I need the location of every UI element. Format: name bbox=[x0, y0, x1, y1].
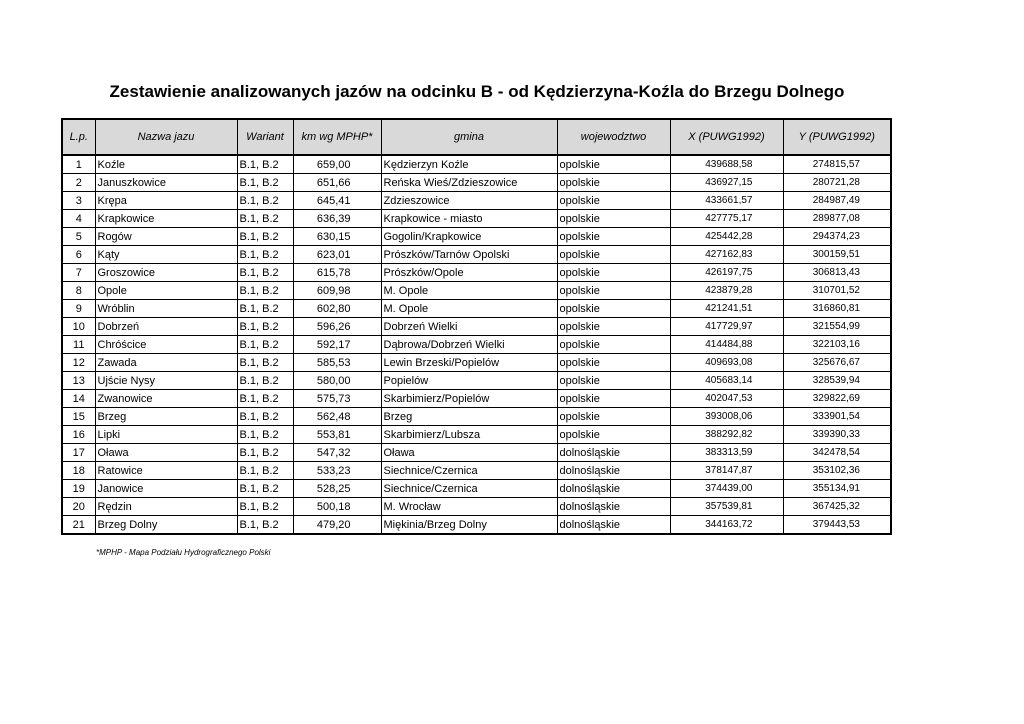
cell-y: 333901,54 bbox=[783, 408, 891, 426]
cell-km: 602,80 bbox=[293, 300, 381, 318]
cell-weir-name: Koźle bbox=[95, 155, 237, 174]
table-row bbox=[62, 336, 891, 354]
cell-variant: B.1, B.2 bbox=[237, 480, 293, 498]
cell-y: 280721,28 bbox=[783, 174, 891, 192]
cell-gmina: Dąbrowa/Dobrzeń Wielki bbox=[381, 336, 557, 354]
cell-km: 592,17 bbox=[293, 336, 381, 354]
cell-weir-name: Brzeg bbox=[95, 408, 237, 426]
cell-voivodeship: dolnośląskie bbox=[557, 444, 670, 462]
cell-weir-name: Groszowice bbox=[95, 264, 237, 282]
cell-variant: B.1, B.2 bbox=[237, 372, 293, 390]
cell-x: 421241,51 bbox=[670, 300, 783, 318]
cell-weir-name: Lipki bbox=[95, 426, 237, 444]
cell-voivodeship: opolskie bbox=[557, 354, 670, 372]
cell-km: 615,78 bbox=[293, 264, 381, 282]
header-y: Y (PUWG1992) bbox=[783, 119, 891, 155]
cell-weir-name: Januszkowice bbox=[95, 174, 237, 192]
cell-weir-name: Oława bbox=[95, 444, 237, 462]
header-km: km wg MPHP* bbox=[293, 119, 381, 155]
cell-x: 427775,17 bbox=[670, 210, 783, 228]
cell-lp: 17 bbox=[62, 444, 95, 462]
cell-lp: 6 bbox=[62, 246, 95, 264]
cell-weir-name: Wróblin bbox=[95, 300, 237, 318]
cell-gmina: Siechnice/Czernica bbox=[381, 462, 557, 480]
cell-variant: B.1, B.2 bbox=[237, 318, 293, 336]
cell-gmina: Popielów bbox=[381, 372, 557, 390]
cell-voivodeship: opolskie bbox=[557, 426, 670, 444]
cell-voivodeship: opolskie bbox=[557, 318, 670, 336]
page-title: Zestawienie analizowanych jazów na odcinku B - od Kędzierzyna-Koźla do Brzegu Dolnego bbox=[109, 82, 845, 101]
cell-voivodeship: dolnośląskie bbox=[557, 498, 670, 516]
table-row bbox=[62, 390, 891, 408]
cell-variant: B.1, B.2 bbox=[237, 246, 293, 264]
cell-weir-name: Janowice bbox=[95, 480, 237, 498]
cell-y: 379443,53 bbox=[783, 516, 891, 535]
table-row bbox=[62, 210, 891, 228]
cell-weir-name: Chróścice bbox=[95, 336, 237, 354]
cell-x: 414484,88 bbox=[670, 336, 783, 354]
cell-voivodeship: opolskie bbox=[557, 210, 670, 228]
cell-y: 355134,91 bbox=[783, 480, 891, 498]
weirs-table bbox=[61, 118, 892, 535]
cell-voivodeship: opolskie bbox=[557, 390, 670, 408]
cell-weir-name: Zawada bbox=[95, 354, 237, 372]
cell-x: 344163,72 bbox=[670, 516, 783, 535]
cell-variant: B.1, B.2 bbox=[237, 516, 293, 535]
cell-lp: 16 bbox=[62, 426, 95, 444]
cell-km: 547,32 bbox=[293, 444, 381, 462]
cell-lp: 5 bbox=[62, 228, 95, 246]
cell-x: 374439,00 bbox=[670, 480, 783, 498]
cell-lp: 13 bbox=[62, 372, 95, 390]
cell-weir-name: Brzeg Dolny bbox=[95, 516, 237, 535]
cell-km: 500,18 bbox=[293, 498, 381, 516]
table-row bbox=[62, 372, 891, 390]
cell-x: 357539,81 bbox=[670, 498, 783, 516]
cell-voivodeship: opolskie bbox=[557, 300, 670, 318]
cell-lp: 20 bbox=[62, 498, 95, 516]
cell-x: 378147,87 bbox=[670, 462, 783, 480]
cell-y: 306813,43 bbox=[783, 264, 891, 282]
cell-lp: 14 bbox=[62, 390, 95, 408]
cell-gmina: Kędzierzyn Koźle bbox=[381, 155, 557, 174]
cell-variant: B.1, B.2 bbox=[237, 426, 293, 444]
cell-variant: B.1, B.2 bbox=[237, 462, 293, 480]
cell-lp: 19 bbox=[62, 480, 95, 498]
cell-lp: 3 bbox=[62, 192, 95, 210]
cell-variant: B.1, B.2 bbox=[237, 264, 293, 282]
cell-x: 433661,57 bbox=[670, 192, 783, 210]
cell-km: 636,39 bbox=[293, 210, 381, 228]
cell-gmina: Lewin Brzeski/Popielów bbox=[381, 354, 557, 372]
cell-lp: 11 bbox=[62, 336, 95, 354]
cell-weir-name: Zwanowice bbox=[95, 390, 237, 408]
table-row bbox=[62, 354, 891, 372]
cell-y: 294374,23 bbox=[783, 228, 891, 246]
cell-y: 325676,67 bbox=[783, 354, 891, 372]
cell-variant: B.1, B.2 bbox=[237, 210, 293, 228]
cell-voivodeship: opolskie bbox=[557, 246, 670, 264]
cell-x: 436927,15 bbox=[670, 174, 783, 192]
cell-y: 284987,49 bbox=[783, 192, 891, 210]
table-row bbox=[62, 174, 891, 192]
cell-lp: 7 bbox=[62, 264, 95, 282]
cell-km: 533,23 bbox=[293, 462, 381, 480]
cell-x: 405683,14 bbox=[670, 372, 783, 390]
table-row bbox=[62, 246, 891, 264]
table-header-row bbox=[62, 119, 891, 155]
cell-gmina: Reńska Wieś/Zdzieszowice bbox=[381, 174, 557, 192]
cell-x: 426197,75 bbox=[670, 264, 783, 282]
cell-voivodeship: opolskie bbox=[557, 228, 670, 246]
cell-variant: B.1, B.2 bbox=[237, 336, 293, 354]
cell-voivodeship: opolskie bbox=[557, 192, 670, 210]
cell-gmina: Prószków/Tarnów Opolski bbox=[381, 246, 557, 264]
cell-x: 383313,59 bbox=[670, 444, 783, 462]
table-row bbox=[62, 462, 891, 480]
cell-x: 439688,58 bbox=[670, 155, 783, 174]
cell-gmina: Zdzieszowice bbox=[381, 192, 557, 210]
table-row bbox=[62, 264, 891, 282]
cell-gmina: Miękinia/Brzeg Dolny bbox=[381, 516, 557, 535]
cell-lp: 21 bbox=[62, 516, 95, 535]
table-body bbox=[62, 155, 891, 534]
cell-y: 321554,99 bbox=[783, 318, 891, 336]
cell-variant: B.1, B.2 bbox=[237, 228, 293, 246]
cell-voivodeship: dolnośląskie bbox=[557, 480, 670, 498]
cell-lp: 18 bbox=[62, 462, 95, 480]
cell-y: 339390,33 bbox=[783, 426, 891, 444]
table-row bbox=[62, 408, 891, 426]
cell-x: 409693,08 bbox=[670, 354, 783, 372]
cell-lp: 9 bbox=[62, 300, 95, 318]
cell-lp: 8 bbox=[62, 282, 95, 300]
cell-x: 427162,83 bbox=[670, 246, 783, 264]
cell-weir-name: Krapkowice bbox=[95, 210, 237, 228]
table-row bbox=[62, 282, 891, 300]
cell-km: 580,00 bbox=[293, 372, 381, 390]
cell-km: 623,01 bbox=[293, 246, 381, 264]
cell-y: 316860,81 bbox=[783, 300, 891, 318]
table-row bbox=[62, 480, 891, 498]
cell-gmina: Prószków/Opole bbox=[381, 264, 557, 282]
cell-voivodeship: opolskie bbox=[557, 372, 670, 390]
cell-gmina: Krapkowice - miasto bbox=[381, 210, 557, 228]
cell-y: 328539,94 bbox=[783, 372, 891, 390]
cell-km: 596,26 bbox=[293, 318, 381, 336]
cell-gmina: M. Opole bbox=[381, 300, 557, 318]
cell-km: 609,98 bbox=[293, 282, 381, 300]
cell-weir-name: Rędzin bbox=[95, 498, 237, 516]
cell-voivodeship: opolskie bbox=[557, 336, 670, 354]
cell-weir-name: Dobrzeń bbox=[95, 318, 237, 336]
cell-km: 645,41 bbox=[293, 192, 381, 210]
cell-voivodeship: opolskie bbox=[557, 408, 670, 426]
cell-y: 310701,52 bbox=[783, 282, 891, 300]
cell-gmina: Dobrzeń Wielki bbox=[381, 318, 557, 336]
table-row bbox=[62, 300, 891, 318]
cell-voivodeship: opolskie bbox=[557, 282, 670, 300]
cell-variant: B.1, B.2 bbox=[237, 155, 293, 174]
cell-variant: B.1, B.2 bbox=[237, 444, 293, 462]
cell-y: 322103,16 bbox=[783, 336, 891, 354]
cell-weir-name: Opole bbox=[95, 282, 237, 300]
table-row bbox=[62, 318, 891, 336]
cell-variant: B.1, B.2 bbox=[237, 300, 293, 318]
cell-variant: B.1, B.2 bbox=[237, 408, 293, 426]
cell-y: 300159,51 bbox=[783, 246, 891, 264]
cell-gmina: Brzeg bbox=[381, 408, 557, 426]
cell-gmina: Skarbimierz/Lubsza bbox=[381, 426, 557, 444]
cell-km: 651,66 bbox=[293, 174, 381, 192]
cell-voivodeship: dolnośląskie bbox=[557, 462, 670, 480]
cell-km: 630,15 bbox=[293, 228, 381, 246]
cell-km: 553,81 bbox=[293, 426, 381, 444]
cell-km: 479,20 bbox=[293, 516, 381, 535]
cell-gmina: M. Opole bbox=[381, 282, 557, 300]
cell-y: 329822,69 bbox=[783, 390, 891, 408]
cell-y: 274815,57 bbox=[783, 155, 891, 174]
cell-y: 367425,32 bbox=[783, 498, 891, 516]
table-row bbox=[62, 426, 891, 444]
table-row bbox=[62, 498, 891, 516]
cell-x: 393008,06 bbox=[670, 408, 783, 426]
cell-voivodeship: opolskie bbox=[557, 264, 670, 282]
cell-variant: B.1, B.2 bbox=[237, 498, 293, 516]
cell-variant: B.1, B.2 bbox=[237, 354, 293, 372]
cell-weir-name: Ujście Nysy bbox=[95, 372, 237, 390]
cell-lp: 10 bbox=[62, 318, 95, 336]
header-lp: L.p. bbox=[62, 119, 95, 155]
cell-km: 575,73 bbox=[293, 390, 381, 408]
cell-lp: 15 bbox=[62, 408, 95, 426]
cell-lp: 2 bbox=[62, 174, 95, 192]
cell-gmina: Skarbimierz/Popielów bbox=[381, 390, 557, 408]
cell-weir-name: Kąty bbox=[95, 246, 237, 264]
cell-variant: B.1, B.2 bbox=[237, 282, 293, 300]
cell-variant: B.1, B.2 bbox=[237, 192, 293, 210]
cell-km: 562,48 bbox=[293, 408, 381, 426]
cell-gmina: Gogolin/Krapkowice bbox=[381, 228, 557, 246]
cell-lp: 1 bbox=[62, 155, 95, 174]
table-row bbox=[62, 228, 891, 246]
table-row bbox=[62, 444, 891, 462]
cell-km: 659,00 bbox=[293, 155, 381, 174]
cell-x: 417729,97 bbox=[670, 318, 783, 336]
cell-x: 425442,28 bbox=[670, 228, 783, 246]
header-gmina: gmina bbox=[381, 119, 557, 155]
header-variant: Wariant bbox=[237, 119, 293, 155]
cell-voivodeship: opolskie bbox=[557, 155, 670, 174]
cell-lp: 12 bbox=[62, 354, 95, 372]
header-x: X (PUWG1992) bbox=[670, 119, 783, 155]
cell-gmina: Siechnice/Czernica bbox=[381, 480, 557, 498]
cell-gmina: M. Wrocław bbox=[381, 498, 557, 516]
cell-x: 402047,53 bbox=[670, 390, 783, 408]
table-row bbox=[62, 516, 891, 535]
table-row bbox=[62, 155, 891, 174]
cell-weir-name: Rogów bbox=[95, 228, 237, 246]
cell-km: 528,25 bbox=[293, 480, 381, 498]
header-voivodeship: wojewodztwo bbox=[557, 119, 670, 155]
cell-weir-name: Krępa bbox=[95, 192, 237, 210]
cell-x: 388292,82 bbox=[670, 426, 783, 444]
cell-y: 289877,08 bbox=[783, 210, 891, 228]
cell-gmina: Oława bbox=[381, 444, 557, 462]
table-row bbox=[62, 192, 891, 210]
cell-voivodeship: opolskie bbox=[557, 174, 670, 192]
footnote: *MPHP - Mapa Podziału Hydrograficznego Polski bbox=[96, 548, 271, 557]
cell-y: 353102,36 bbox=[783, 462, 891, 480]
cell-y: 342478,54 bbox=[783, 444, 891, 462]
cell-voivodeship: dolnośląskie bbox=[557, 516, 670, 535]
cell-variant: B.1, B.2 bbox=[237, 174, 293, 192]
cell-km: 585,53 bbox=[293, 354, 381, 372]
cell-x: 423879,28 bbox=[670, 282, 783, 300]
cell-variant: B.1, B.2 bbox=[237, 390, 293, 408]
header-name: Nazwa jazu bbox=[95, 119, 237, 155]
cell-weir-name: Ratowice bbox=[95, 462, 237, 480]
cell-lp: 4 bbox=[62, 210, 95, 228]
